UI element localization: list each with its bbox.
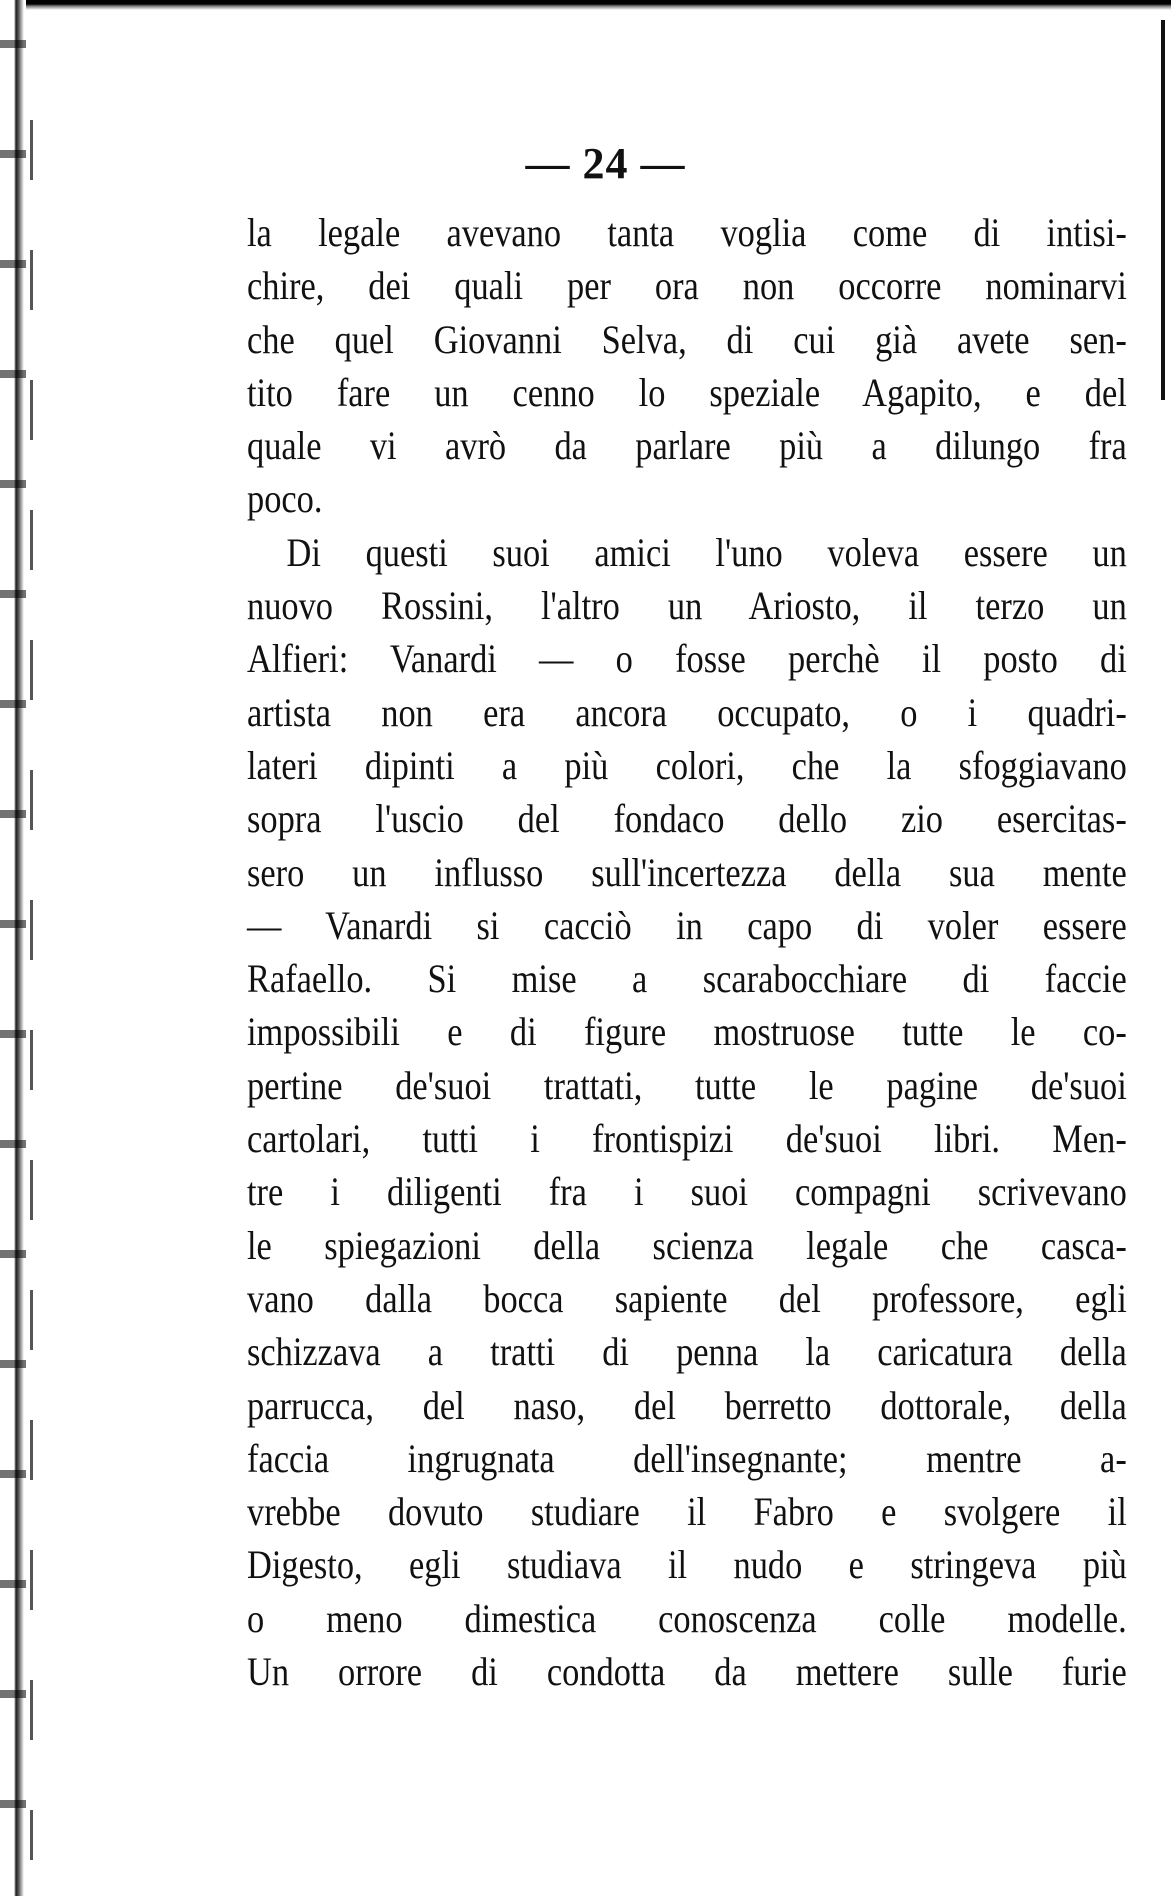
text-line: Rafaello. Si mise a scarabocchiare di faccie	[247, 956, 1127, 1002]
text-line: la legale avevano tanta voglia come di intisi-	[247, 210, 1127, 255]
body-text	[247, 206, 1127, 1698]
text-line: nuovo Rossini, l'altro un Ariosto, il terzo un	[247, 583, 1127, 629]
text-line: sopra l'uscio del fondaco dello zio esercitas-	[247, 796, 1127, 842]
text-line: — Vanardi si cacciò in capo di voler essere	[247, 902, 1127, 948]
text-line: Digesto, egli studiava il nudo e stringeva più	[247, 1542, 1127, 1588]
text-line: tre i diligenti fra i suoi compagni scrivevano	[247, 1169, 1127, 1215]
text-line: cartolari, tutti i frontispizi de'suoi libri. Men-	[247, 1116, 1127, 1162]
text-line: che quel Giovanni Selva, di cui già avete sen-	[247, 316, 1127, 362]
text-line: Di questi suoi amici l'uno voleva essere un	[286, 529, 1127, 575]
text-line: impossibili e di figure mostruose tutte le co-	[247, 1009, 1127, 1055]
text-line: chire, dei quali per ora non occorre nominarvi	[247, 263, 1127, 309]
scan-top-edge	[0, 0, 1171, 10]
text-line: quale vi avrò da parlare più a dilungo fra	[247, 423, 1127, 469]
page-number: — 24 —	[525, 139, 686, 188]
text-line: faccia ingrugnata dell'insegnante; mentre a-	[247, 1435, 1127, 1481]
text-line: lateri dipinti a più colori, che la sfoggiavano	[247, 742, 1127, 788]
text-line: poco.	[247, 476, 323, 522]
text-line: Un orrore di condotta da mettere sulle furie	[247, 1649, 1127, 1695]
text-line: tito fare un cenno lo speziale Agapito, e del	[247, 369, 1127, 415]
scan-right-edge	[1161, 20, 1165, 400]
scan-left-edge	[0, 0, 26, 1896]
text-line: o meno dimestica conoscenza colle modelle.	[247, 1595, 1127, 1641]
text-line: Alfieri: Vanardi — o fosse perchè il posto di	[247, 636, 1127, 682]
text-line: schizzava a tratti di penna la caricatura della	[247, 1329, 1127, 1375]
scan-left-streak	[30, 120, 33, 1860]
text-line: vano dalla bocca sapiente del professore, egli	[247, 1275, 1127, 1321]
text-line: vrebbe dovuto studiare il Fabro e svolgere il	[247, 1489, 1127, 1535]
text-line: pertine de'suoi trattati, tutte le pagine de'suoi	[247, 1062, 1127, 1108]
text-line: parrucca, del naso, del berretto dottorale, della	[247, 1382, 1127, 1428]
text-line: sero un influsso sull'incertezza della sua mente	[247, 849, 1127, 895]
text-line: le spiegazioni della scienza legale che casca-	[247, 1222, 1127, 1268]
text-line: artista non era ancora occupato, o i quadri-	[247, 689, 1127, 735]
